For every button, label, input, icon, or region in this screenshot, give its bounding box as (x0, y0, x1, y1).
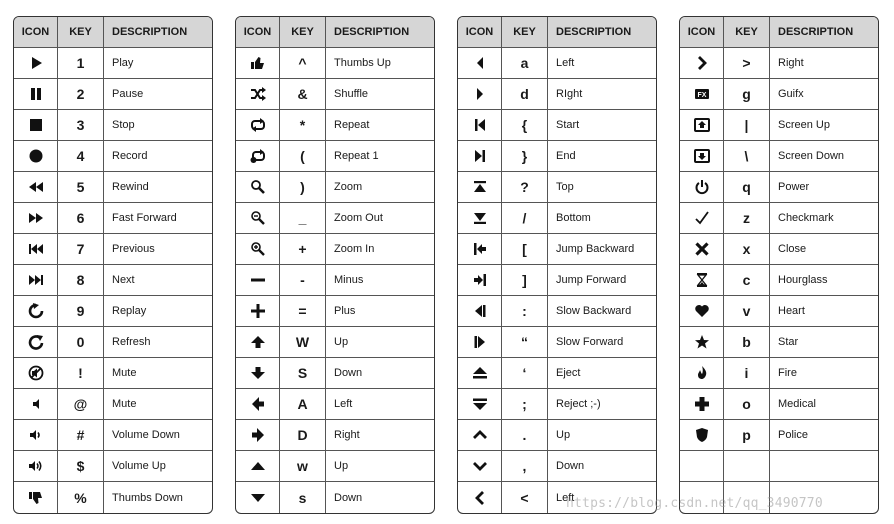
description-cell: Volume Down (112, 429, 180, 441)
table-row (14, 482, 212, 513)
table-row (236, 110, 434, 141)
key-cell: { (502, 110, 548, 140)
table-row (236, 420, 434, 451)
reject-icon (458, 389, 502, 419)
description-cell: Volume Up (112, 460, 166, 472)
triangle-down-icon (236, 482, 280, 513)
key-cell: b (724, 327, 770, 357)
key-cell: @ (58, 389, 104, 419)
description-cell: Close (778, 243, 807, 255)
table-row (14, 172, 212, 203)
key-cell: 3 (58, 110, 104, 140)
table-row (14, 265, 212, 296)
table-row (236, 327, 434, 358)
description-cell: Eject (556, 367, 581, 379)
shortcut-table-3 (457, 16, 657, 514)
table-header (680, 17, 878, 48)
repeat-icon (236, 110, 280, 140)
thumbs-down-icon (14, 482, 58, 513)
eject-icon (458, 358, 502, 388)
chevron-right-icon (680, 48, 724, 78)
description-cell: Down (556, 460, 585, 472)
key-cell: 2 (58, 79, 104, 109)
table-row (236, 172, 434, 203)
watermark: https://blog.csdn.net/qq_3490770 (566, 496, 823, 511)
table-row (14, 451, 212, 482)
minus-icon (236, 265, 280, 295)
key-cell: ‘ (502, 358, 548, 388)
table-row (236, 203, 434, 234)
caret-left-icon (458, 48, 502, 78)
description-cell: Heart (778, 305, 805, 317)
key-cell: x (724, 234, 770, 264)
key-cell: 9 (58, 296, 104, 326)
key-cell: d (502, 79, 548, 109)
key-cell: ( (280, 141, 326, 171)
description-cell: Rewind (112, 181, 149, 193)
table-row (680, 420, 878, 451)
table-row (680, 234, 878, 265)
triangle-up-icon (236, 451, 280, 481)
key-cell: ^ (280, 48, 326, 78)
table-row (236, 141, 434, 172)
key-cell: s (280, 482, 326, 513)
header-key: KEY (280, 17, 326, 47)
description-cell: Down (334, 367, 363, 379)
table-row (458, 141, 656, 172)
description-cell: Repeat 1 (334, 150, 379, 162)
table-row (680, 296, 878, 327)
table-row (458, 327, 656, 358)
table-row (680, 389, 878, 420)
header-description: DESCRIPTION (112, 26, 188, 38)
table-header (458, 17, 656, 48)
star-icon (680, 327, 724, 357)
rewind-icon (14, 172, 58, 202)
table-row (680, 265, 878, 296)
key-cell: & (280, 79, 326, 109)
table-row (236, 79, 434, 110)
key-cell: q (724, 172, 770, 202)
header-icon: ICON (236, 17, 280, 47)
description-cell: Pause (112, 88, 144, 100)
replay-icon (14, 296, 58, 326)
key-cell: i (724, 358, 770, 388)
key-cell: $ (58, 451, 104, 481)
previous-icon (14, 234, 58, 264)
table-row (680, 327, 878, 358)
table-row (680, 110, 878, 141)
key-cell: ; (502, 389, 548, 419)
description-cell: Hourglass (778, 274, 828, 286)
key-cell: * (280, 110, 326, 140)
header-description: DESCRIPTION (556, 26, 632, 38)
key-cell: v (724, 296, 770, 326)
key-cell: z (724, 203, 770, 233)
table-row (236, 265, 434, 296)
key-cell: \ (724, 141, 770, 171)
header-key: KEY (502, 17, 548, 47)
key-cell: - (280, 265, 326, 295)
key-cell: S (280, 358, 326, 388)
table-row (680, 48, 878, 79)
header-key: KEY (724, 17, 770, 47)
description-cell: Top (556, 181, 574, 193)
empty-icon-cell (680, 451, 724, 481)
key-cell: # (58, 420, 104, 450)
description-cell (770, 451, 878, 481)
table-row (458, 110, 656, 141)
key-cell: = (280, 296, 326, 326)
zoom-out-icon (236, 203, 280, 233)
description-cell: Medical (778, 398, 816, 410)
key-cell: 0 (58, 327, 104, 357)
table-row (14, 110, 212, 141)
description-cell: Power (778, 181, 810, 193)
shortcut-table-4 (679, 16, 879, 514)
description-cell: Replay (112, 305, 147, 317)
key-cell: _ (280, 203, 326, 233)
table-row (236, 234, 434, 265)
description-cell: Record (112, 150, 148, 162)
pause-icon (14, 79, 58, 109)
description-cell: Mute (112, 367, 137, 379)
description-cell: Bottom (556, 212, 591, 224)
table-row (236, 389, 434, 420)
jump-forward-icon (458, 265, 502, 295)
mute-circle-icon (14, 358, 58, 388)
description-cell: Up (334, 460, 349, 472)
bottom-icon (458, 203, 502, 233)
chevron-down-icon (458, 451, 502, 481)
description-cell: Police (778, 429, 808, 441)
key-cell: W (280, 327, 326, 357)
key-cell: [ (502, 234, 548, 264)
arrow-right-icon (236, 420, 280, 450)
police-icon (680, 420, 724, 450)
zoom-icon (236, 172, 280, 202)
svg-text:FX: FX (697, 92, 706, 99)
description-cell: Checkmark (778, 212, 834, 224)
arrow-left-icon (236, 389, 280, 419)
chevron-left-icon (458, 482, 502, 513)
record-icon (14, 141, 58, 171)
key-cell: ! (58, 358, 104, 388)
header-key: KEY (58, 17, 104, 47)
description-cell: Slow Forward (556, 336, 624, 348)
stop-icon (14, 110, 58, 140)
header-description: DESCRIPTION (334, 26, 410, 38)
end-icon (458, 141, 502, 171)
key-cell: o (724, 389, 770, 419)
table-row (680, 172, 878, 203)
key-cell: 1 (58, 48, 104, 78)
description-cell: Right (334, 429, 360, 441)
close-icon (680, 234, 724, 264)
table-row (236, 48, 434, 79)
table-row (14, 203, 212, 234)
table-row (458, 451, 656, 482)
key-cell: . (502, 420, 548, 450)
volume-up-icon (14, 451, 58, 481)
description-cell: RIght (556, 88, 583, 100)
table-row (458, 389, 656, 420)
key-cell: ] (502, 265, 548, 295)
table-header (14, 17, 212, 48)
header-icon: ICON (680, 17, 724, 47)
shuffle-icon (236, 79, 280, 109)
zoom-in-icon (236, 234, 280, 264)
description-cell: Left (556, 57, 575, 69)
key-cell: ? (502, 172, 548, 202)
key-cell: ) (280, 172, 326, 202)
table-row (680, 141, 878, 172)
table-row (458, 296, 656, 327)
description-cell: Left (334, 398, 353, 410)
screen-down-icon (680, 141, 724, 171)
description-cell: Start (556, 119, 580, 131)
table-header (236, 17, 434, 48)
hourglass-icon (680, 265, 724, 295)
key-cell: < (502, 482, 548, 513)
key-cell: + (280, 234, 326, 264)
caret-right-icon (458, 79, 502, 109)
table-row (14, 420, 212, 451)
description-cell: Screen Up (778, 119, 830, 131)
description-cell: Jump Backward (556, 243, 635, 255)
description-cell: Refresh (112, 336, 151, 348)
table-row (14, 327, 212, 358)
key-cell (724, 451, 770, 481)
key-cell: : (502, 296, 548, 326)
top-icon (458, 172, 502, 202)
plus-icon (236, 296, 280, 326)
key-cell: A (280, 389, 326, 419)
key-cell: g (724, 79, 770, 109)
table-row (458, 265, 656, 296)
key-cell: 8 (58, 265, 104, 295)
description-cell: Play (112, 57, 134, 69)
key-cell: 7 (58, 234, 104, 264)
table-row (458, 234, 656, 265)
shortcut-table-1 (13, 16, 213, 514)
key-cell: D (280, 420, 326, 450)
table-row (14, 358, 212, 389)
description-cell: Repeat (334, 119, 370, 131)
slow-forward-icon (458, 327, 502, 357)
key-cell: 4 (58, 141, 104, 171)
key-cell: / (502, 203, 548, 233)
description-cell: Left (556, 491, 575, 504)
description-cell: Thumbs Up (334, 57, 391, 69)
speaker-mute-icon (14, 389, 58, 419)
key-cell: c (724, 265, 770, 295)
description-cell: Plus (334, 305, 356, 317)
description-cell: Screen Down (778, 150, 845, 162)
medical-icon (680, 389, 724, 419)
chevron-up-icon (458, 420, 502, 450)
repeat-one-icon (236, 141, 280, 171)
table-row (458, 79, 656, 110)
heart-icon (680, 296, 724, 326)
key-cell: > (724, 48, 770, 78)
description-cell: Guifx (778, 88, 804, 100)
thumbs-up-icon (236, 48, 280, 78)
fire-icon (680, 358, 724, 388)
table-row (680, 79, 878, 110)
table-row (14, 296, 212, 327)
key-cell: } (502, 141, 548, 171)
description-cell: Right (778, 57, 804, 69)
table-row (236, 451, 434, 482)
table-row (14, 48, 212, 79)
table-row (14, 389, 212, 420)
description-cell: Up (556, 429, 571, 441)
fx-icon (680, 79, 724, 109)
table-row (14, 79, 212, 110)
arrow-up-icon (236, 327, 280, 357)
description-cell: Zoom In (334, 243, 375, 255)
table-row (680, 451, 878, 482)
table-row (458, 420, 656, 451)
screen-up-icon (680, 110, 724, 140)
refresh-icon (14, 327, 58, 357)
table-row (458, 358, 656, 389)
description-cell: Minus (334, 274, 364, 286)
table-row (236, 358, 434, 389)
play-icon (14, 48, 58, 78)
header-icon: ICON (458, 17, 502, 47)
key-cell: % (58, 482, 104, 513)
description-cell: Down (334, 491, 363, 504)
description-cell: Fast Forward (112, 212, 177, 224)
jump-backward-icon (458, 234, 502, 264)
header-description: DESCRIPTION (778, 26, 854, 38)
checkmark-icon (680, 203, 724, 233)
key-cell: 5 (58, 172, 104, 202)
header-icon: ICON (14, 17, 58, 47)
description-cell: Shuffle (334, 88, 369, 100)
key-cell: | (724, 110, 770, 140)
description-cell: Star (778, 336, 799, 348)
description-cell: Jump Forward (556, 274, 627, 286)
description-cell: Slow Backward (556, 305, 632, 317)
table-row (236, 482, 434, 513)
description-cell: Fire (778, 367, 797, 379)
start-icon (458, 110, 502, 140)
table-row (14, 141, 212, 172)
description-cell: Zoom (334, 181, 363, 193)
arrow-down-icon (236, 358, 280, 388)
key-cell: a (502, 48, 548, 78)
table-row (458, 48, 656, 79)
description-cell: Zoom Out (334, 212, 383, 224)
table-row (458, 203, 656, 234)
fast-forward-icon (14, 203, 58, 233)
description-cell: Stop (112, 119, 135, 131)
description-cell: Mute (112, 398, 137, 410)
table-row (680, 203, 878, 234)
table-row (236, 296, 434, 327)
table-row (14, 234, 212, 265)
next-icon (14, 265, 58, 295)
description-cell: Previous (112, 243, 155, 255)
description-cell: End (556, 150, 576, 162)
key-cell: 6 (58, 203, 104, 233)
description-cell: Reject ;-) (556, 398, 601, 410)
key-cell: “ (502, 327, 548, 357)
key-cell: , (502, 451, 548, 481)
key-cell: p (724, 420, 770, 450)
shortcut-table-2 (235, 16, 435, 514)
key-cell: w (280, 451, 326, 481)
slow-backward-icon (458, 296, 502, 326)
table-row (458, 172, 656, 203)
volume-down-icon (14, 420, 58, 450)
table-row (680, 358, 878, 389)
description-cell: Up (334, 336, 349, 348)
description-cell: Thumbs Down (112, 491, 183, 504)
description-cell: Next (112, 274, 135, 286)
power-icon (680, 172, 724, 202)
